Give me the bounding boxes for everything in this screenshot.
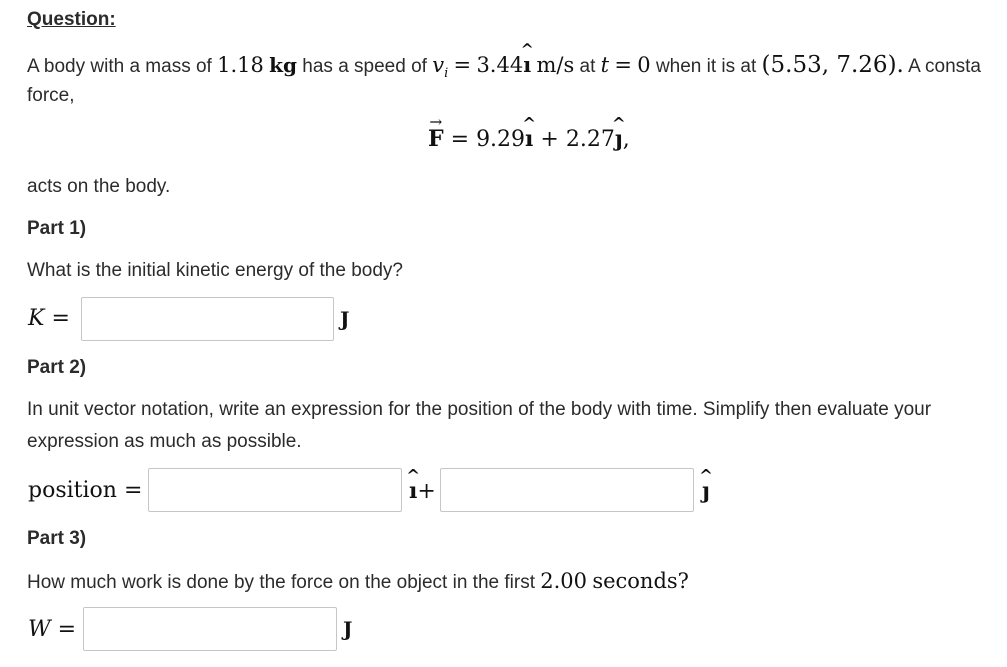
work-input[interactable]	[83, 607, 337, 651]
j-hat-icon: ^ ȷ	[615, 126, 623, 152]
seconds-unit: seconds?	[592, 569, 689, 593]
part2-j-hat	[702, 478, 710, 504]
intro-text-4: when it is at	[655, 56, 757, 77]
force-equation: → F = 9.29^ ı + 2.27^ ȷ,	[428, 126, 630, 152]
part3-prompt: How much work is done by the force on the object in the first 2.00 seconds?	[27, 569, 689, 593]
velocity-equals: =	[453, 53, 472, 77]
i-hat-icon: ^ ı	[523, 52, 531, 77]
i-hat-icon: ^ ı	[525, 126, 533, 152]
part3-label: W =	[28, 617, 77, 642]
velocity-unit: m/s	[536, 53, 575, 77]
question-after-text: acts on the body.	[27, 176, 171, 197]
velocity-symbol: $v_i$	[432, 53, 449, 82]
force-x-value: 9.29	[476, 127, 526, 152]
force-vector-symbol: → F	[428, 126, 444, 152]
force-y-value: 2.27	[565, 127, 615, 152]
intro-text-5: A consta	[908, 56, 981, 77]
position-y-input[interactable]	[440, 468, 694, 512]
part2-title: Part 2)	[27, 357, 87, 378]
part2-label: position =	[28, 478, 143, 503]
part3-title: Part 3)	[27, 528, 87, 549]
position-x-input[interactable]	[148, 468, 402, 512]
intro-text-1: A body with a mass of	[27, 56, 212, 77]
part1-label: K =	[28, 306, 70, 331]
part2-prompt-line2: expression as much as possible.	[27, 431, 302, 452]
mass-value: 1.18	[217, 53, 264, 77]
i-hat-icon: ^ ı	[409, 478, 417, 504]
seconds-value: 2.00	[540, 569, 588, 593]
question-heading: Question:	[27, 9, 116, 30]
kinetic-energy-input[interactable]	[81, 297, 334, 341]
mass-unit: kg	[269, 53, 297, 77]
part1-unit: J	[340, 307, 350, 331]
velocity-value: 3.44^ ı	[476, 53, 531, 77]
part3-unit: J	[343, 617, 353, 641]
initial-position: (5.53, 7.26).	[761, 52, 904, 78]
j-hat-icon: ^ ȷ	[702, 478, 710, 504]
intro-text-3: at	[579, 56, 596, 77]
intro-text-2: has a speed of	[302, 56, 427, 77]
part2-i-hat: ^ ı+	[409, 478, 436, 504]
time-equals: =	[614, 53, 632, 77]
question-intro-line	[27, 52, 981, 81]
part2-prompt-line1: In unit vector notation, write an expression for the position of the body with time. Simplify then evaluate your	[27, 399, 932, 420]
time-symbol: t	[600, 53, 610, 77]
part1-prompt: What is the initial kinetic energy of the body?	[27, 260, 403, 281]
part1-title: Part 1)	[27, 218, 87, 239]
time-value: 0	[637, 53, 651, 77]
question-line2: force,	[27, 85, 75, 106]
